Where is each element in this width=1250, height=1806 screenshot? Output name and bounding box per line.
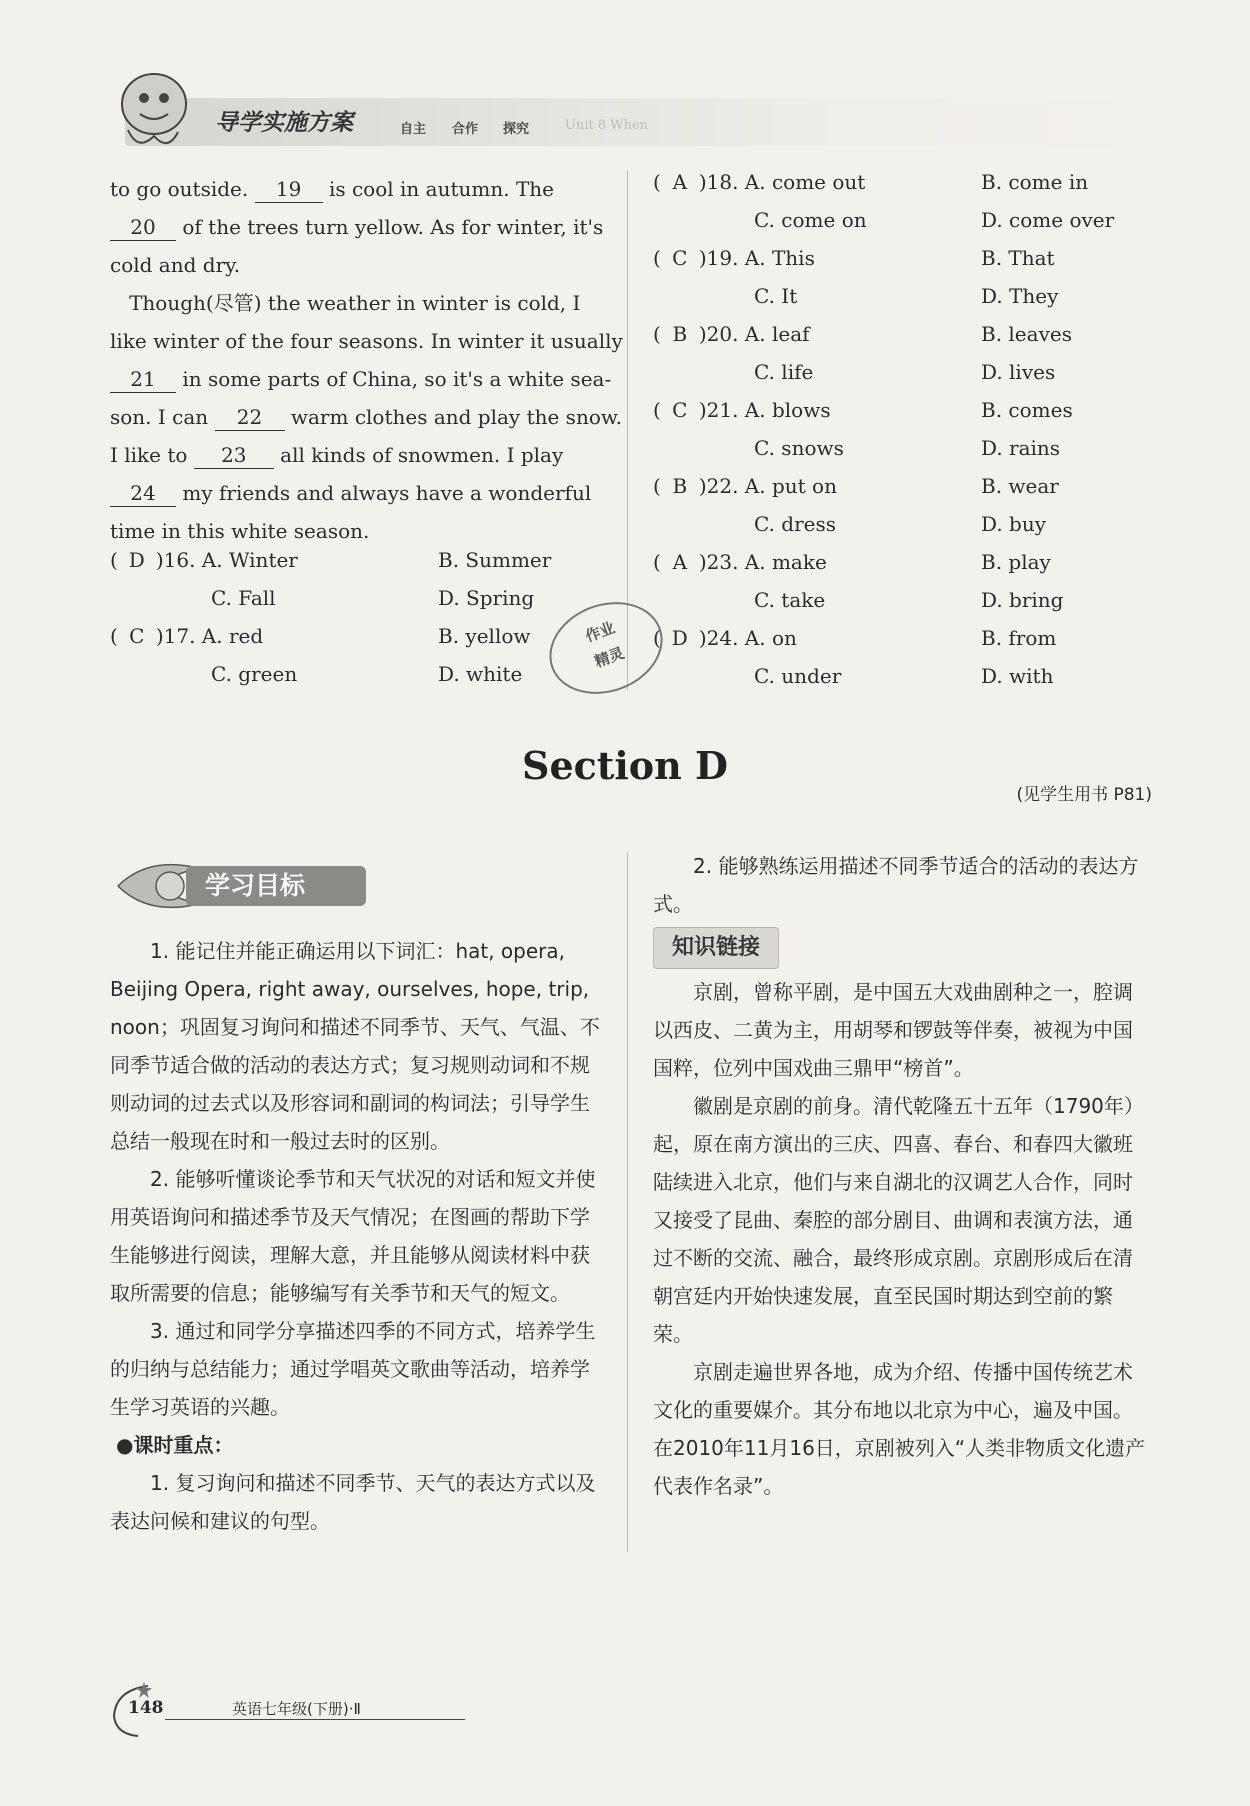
- answer-17: C: [129, 624, 145, 648]
- questions-right: [653, 170, 1153, 702]
- goal-1: 1. 能记住并能正确运用以下词汇：hat, opera, Beijing Opera, right away, ourselves, hope, trip, noon；巩固复习询问和描述不同季节、天气、气温、不同季节适合做的活动的表达方式；复习规则动词和不规则动词的过去式以及形容词和副词的构词法；引导学生总结一般现在时和一般过去时的区别。: [110, 939, 600, 1153]
- blank-23: 23: [194, 442, 274, 469]
- blank-19: 19: [255, 176, 323, 203]
- answer-20: B: [672, 322, 688, 346]
- book-title: 英语七年级(下册)·Ⅱ: [232, 1700, 361, 1718]
- passage-line: time in this white season.: [110, 519, 370, 543]
- question-18: ( A )18. A. come out B. come in C. come on D. come over: [653, 170, 1115, 232]
- column-divider-bottom: [627, 852, 628, 1552]
- passage-line: I like to 23 all kinds of snowmen. I play: [110, 443, 564, 467]
- blank-21: 21: [110, 366, 176, 393]
- homework-stamp: 作业 精灵: [536, 587, 675, 709]
- knowledge-text: [653, 973, 1150, 1505]
- question-20: ( B )20. A. leaf B. leaves C. life D. lives: [653, 322, 1072, 384]
- knowledge-paragraph-3: 京剧走遍世界各地，成为介绍、传播中国传统艺术文化的重要媒介。其分布地以北京为中心，遍及中国。在2010年11月16日，京剧被列入“人类非物质文化遗产代表作名录”。: [653, 1360, 1146, 1498]
- knowledge-paragraph-1: 京剧，曾称平剧，是中国五大戏曲剧种之一，腔调以西皮、二黄为主，用胡琴和锣鼓等伴奏，被视为中国国粹，位列中国戏曲三鼎甲“榜首”。: [653, 980, 1133, 1080]
- header-tag-3: 探究: [503, 122, 530, 137]
- student-book-reference: (见学生用书 P81): [1016, 785, 1152, 805]
- answer-19: C: [672, 246, 688, 270]
- key-point-1: 1. 复习询问和描述不同季节、天气的表达方式以及表达问候和建议的句型。: [110, 1471, 596, 1533]
- question-22: ( B )22. A. put on B. wear C. dress D. buy: [653, 474, 1059, 536]
- knowledge-link-heading: 知识链接: [653, 927, 779, 969]
- header-title: 导学实施方案: [215, 110, 353, 136]
- passage-line: like winter of the four seasons. In winter it usually: [110, 329, 623, 353]
- footer-rule: [165, 1719, 465, 1720]
- page: 导学实施方案 自主 合作 探究 Unit 8 When to go outside. 19 is cool in autumn. The 20 of the trees turn yellow. As for winter, it's cold and dry. Though(尽管) the weather in winter is cold, I like winter of the four seasons. In winter it usually 21 in some parts of China, so it's a white sea- son. I can 22 warm clothes and play the snow. I like to 23 all kinds of snowmen. I play 24 my friends and always have a wonderful time in this white season. ( D )16. A. Winter B. Summer C. Fall D. Spring ( C )17. A. red B. yellow C. green D. white 作业 精灵 ( A )18. A. come out B. come in C. come on D. come over ( C )19. A. This B. That C. It D. They ( B )20. A. leaf B. leaves C. life D. lives ( C )21. A. blows B. comes C. snows D. rains ( B )22. A. put on B. wear C. dress D. buy ( A )23. A. make B. play C. take D. bring ( D )24. A. on B. from C. under D. with Section D (见学生用书 P81) 学习目标 1. 能记住并能正确运用以下词汇：hat, opera, Beijing Opera, right away, ourselves, hope, trip, noon；巩固复习询问和描述不同季节、天气、气温、不同季节适合做的活动的表达方式；复习规则动词和不规则动词的过去式以及形容词和副词的构词法；引导学生总结一般现在时和一般过去时的区别。 2. 能够听懂谈论季节和天气状况的对话和短文并使用英语询问和描述季节及天气情况；在图画的帮助下学生能够进行阅读，理解大意，并且能够从阅读材料中获取所需要的信息；能够编写有关季节和天气的短文。 3. 通过和同学分享描述四季的不同方式，培养学生的归纳与总结能力；通过学唱英文歌曲等活动，培养学生学习英语的兴趣。 ●课时重点： 1. 复习询问和描述不同季节、天气的表达方式以及表达问候和建议的句型。 2. 能够熟练运用描述不同季节适合的活动的表达方式。 知识链接 京剧，曾称平剧，是中国五大戏曲剧种之一，腔调以西皮、二黄为主，用胡琴和锣鼓等伴奏，被视为中国国粹，位列中国戏曲三鼎甲“榜首”。 徽剧是京剧的前身。清代乾隆五十五年（1790年）起，原在南方演出的三庆、四喜、春台、和春四大徽班陆续进入北京，他们与来自湖北的汉调艺人合作，同时又接受了昆曲、秦腔的部分剧目、曲调和表演方法，通过不断的交流、融合，最终形成京剧。京剧形成后在清朝宫廷内开始快速发展，直至民国时期达到空前的繁荣。 京剧走遍世界各地，成为介绍、传播中国传统艺术文化的重要媒介。其分布地以北京为中心，遍及中国。在2010年11月16日，京剧被列入“人类非物质文化遗产代表作名录”。 148 英语七年级(下册)·Ⅱ: [0, 0, 1250, 1806]
- question-19: ( C )19. A. This B. That C. It D. They: [653, 246, 1059, 308]
- goals-text: [110, 932, 607, 1540]
- passage: [110, 170, 623, 550]
- question-24: ( D )24. A. on B. from C. under D. with: [653, 626, 1057, 688]
- header-faint-text: Unit 8 When: [565, 118, 649, 133]
- answer-23: A: [672, 550, 688, 574]
- answer-18: A: [672, 170, 688, 194]
- passage-line: Though(尽管) the weather in winter is cold, I: [110, 291, 581, 315]
- goals-heading: 学习目标: [205, 871, 306, 900]
- blank-24: 24: [110, 480, 176, 507]
- passage-line: to go outside. 19 is cool in autumn. The: [110, 177, 554, 201]
- goal-3: 3. 通过和同学分享描述四季的不同方式，培养学生的归纳与总结能力；通过学唱英文歌曲等活动，培养学生学习英语的兴趣。: [110, 1319, 596, 1419]
- answer-16: D: [128, 548, 145, 572]
- header-tag-2: 合作: [452, 122, 479, 137]
- blank-20: 20: [110, 214, 176, 241]
- answer-24: D: [671, 626, 688, 650]
- passage-line: cold and dry.: [110, 253, 241, 277]
- passage-line: son. I can 22 warm clothes and play the snow.: [110, 405, 622, 429]
- goal-2-continued: 2. 能够熟练运用描述不同季节适合的活动的表达方式。: [653, 854, 1139, 916]
- passage-line: 20 of the trees turn yellow. As for winter, it's: [110, 208, 610, 246]
- blank-22: 22: [215, 404, 285, 431]
- page-number: 148: [128, 1698, 164, 1718]
- passage-line: 21 in some parts of China, so it's a white sea-: [110, 360, 610, 398]
- passage-line: 24 my friends and always have a wonderful: [110, 474, 610, 512]
- question-23: ( A )23. A. make B. play C. take D. bring: [653, 550, 1064, 612]
- section-title: Section D: [522, 743, 728, 788]
- question-21: ( C )21. A. blows B. comes C. snows D. rains: [653, 398, 1073, 460]
- answer-21: C: [672, 398, 688, 422]
- header-tag-1: 自主: [400, 122, 427, 137]
- goal-2: 2. 能够听懂谈论季节和天气状况的对话和短文并使用英语询问和描述季节及天气情况；在图画的帮助下学生能够进行阅读，理解大意，并且能够从阅读材料中获取所需要的信息；能够编写有关季节和天气的短文。: [110, 1167, 596, 1305]
- answer-22: B: [672, 474, 688, 498]
- key-points-heading: ●课时重点：: [116, 1433, 234, 1457]
- knowledge-paragraph-2: 徽剧是京剧的前身。清代乾隆五十五年（1790年）起，原在南方演出的三庆、四喜、春台、和春四大徽班陆续进入北京，他们与来自湖北的汉调艺人合作，同时又接受了昆曲、秦腔的部分剧目、曲调和表演方法，通过不断的交流、融合，最终形成京剧。京剧形成后在清朝宫廷内开始快速发展，直至民国时期达到空前的繁荣。: [653, 1094, 1144, 1346]
- mascot-icon: [108, 66, 194, 156]
